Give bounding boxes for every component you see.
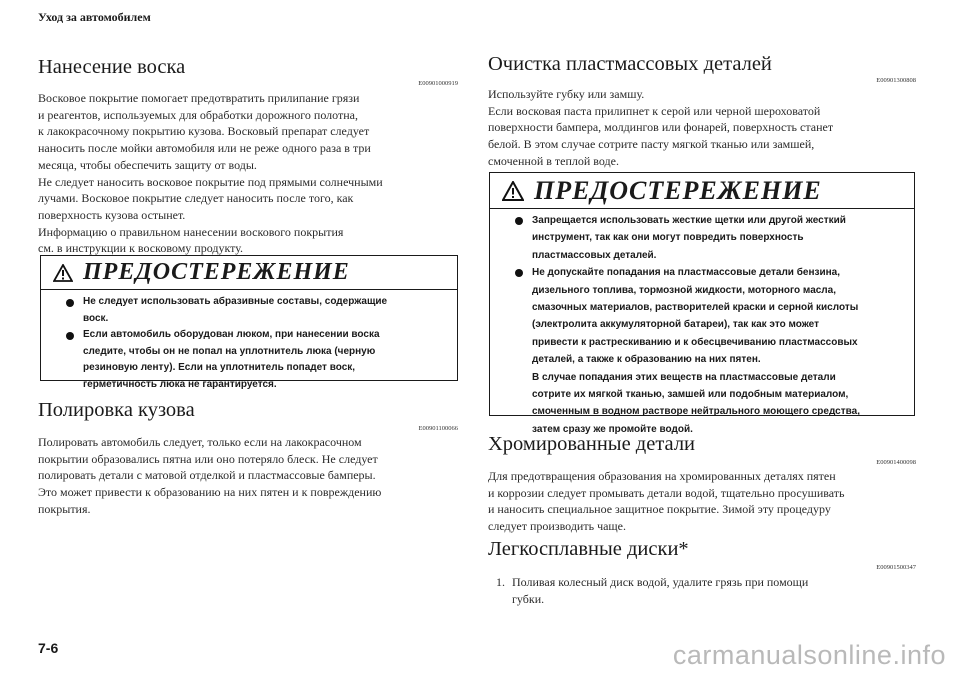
- warning-line: сотрите их мягкой тканью, замшей или подобным материалом,: [532, 389, 849, 401]
- warning-triangle-icon: [53, 264, 73, 282]
- wheels-title: Легкосплавные диски*: [488, 538, 689, 560]
- warning-line: затем сразу же промойте водой.: [532, 423, 693, 435]
- warning-header: [490, 173, 914, 209]
- polish-line: Это может привести к образованию на них пятен и к повреждению: [38, 485, 382, 500]
- wax-warning-box: [40, 255, 458, 390]
- watermark: carmanualsonline.info: [672, 640, 946, 670]
- warning-header: [41, 256, 457, 290]
- plastic-warning-box: [489, 172, 915, 435]
- wax-line: месяца, чтобы обеспечить защиту от воды.: [38, 157, 257, 172]
- chrome-line: и коррозии следует промывать детали водой, тщательно просушивать: [488, 485, 845, 500]
- step-number: 1.: [496, 575, 505, 589]
- wax-line: Информацию о правильном нанесении воскового покрытия: [38, 224, 344, 239]
- plastic-line: белой. В этом случае сотрите пасту мягкой тканью или замшей,: [488, 137, 815, 152]
- warning-line: Запрещается использовать жесткие щетки или другой жесткий: [532, 215, 846, 226]
- wheels-section: [488, 537, 916, 561]
- warning-item: [83, 294, 447, 327]
- warning-line: привести к растрескиванию и к обесцвечиванию пластмассовых: [532, 336, 858, 348]
- chrome-code: E00901400098: [876, 459, 916, 466]
- chrome-title: Хромированные детали: [488, 433, 696, 455]
- wax-line: лучами. Восковое покрытие следует наносить после того, как: [38, 191, 354, 206]
- step-text: [512, 574, 808, 607]
- wheels-code: E00901500347: [876, 564, 916, 571]
- page-number: 7-6: [38, 640, 59, 656]
- plastic-line: Используйте губку или замшу.: [488, 87, 645, 101]
- plastic-line: смоченной в теплой воде.: [488, 153, 619, 168]
- chrome-line: и наносить специальное защитное покрытие. Зимой эту процедуру: [488, 502, 831, 517]
- step-line: Поливая колесный диск водой, удалите грязь при помощи: [512, 575, 809, 589]
- polish-text: [38, 434, 470, 518]
- wax-line: Не следует наносить восковое покрытие под прямыми солнечными: [38, 174, 383, 189]
- warning-line: дизельного топлива, тормозной жидкости, моторного масла,: [532, 284, 837, 296]
- polish-title: Полировка кузова: [38, 399, 195, 421]
- wheels-step: [496, 574, 916, 607]
- polish-line: полировать детали с матовой отделкой и пластмассовые бамперы.: [38, 468, 376, 483]
- chrome-line: Для предотвращения образования на хромированных деталях пятен: [488, 469, 836, 483]
- warning-line: Не следует использовать абразивные составы, содержащие: [83, 296, 388, 307]
- polish-line: Полировать автомобиль следует, только если на лакокрасочном: [38, 435, 362, 449]
- warning-title: ПРЕДОСТЕРЕЖЕНИЕ: [534, 175, 822, 205]
- warning-line: смазочных материалов, растворителей краски и серной кислоты: [532, 302, 859, 314]
- warning-line: резиновую ленту). Если на уплотнитель попадет воск,: [83, 362, 356, 373]
- warning-line: следите, чтобы он не попал на уплотнитель люка (черную: [83, 345, 376, 357]
- wax-section: [38, 55, 470, 79]
- wax-code: E00901000919: [418, 80, 458, 87]
- warning-line: В случае попадания этих веществ на пластмассовые детали: [532, 371, 836, 383]
- polish-code: E00901100066: [418, 425, 458, 432]
- warning-item: [532, 212, 904, 264]
- chrome-text: [488, 468, 916, 535]
- wax-line: поверхность кузова остынет.: [38, 207, 186, 222]
- warning-list: [490, 209, 914, 438]
- warning-line: Если автомобиль оборудован люком, при нанесении воска: [83, 329, 380, 340]
- warning-line: деталей, а также к образованию на них пятен.: [532, 354, 761, 366]
- wax-line: и реагентов, используемых для обработки дорожного полотна,: [38, 107, 358, 122]
- wax-title: Нанесение воска: [38, 56, 186, 78]
- warning-line: Не допускайте попадания на пластмассовые детали бензина,: [532, 267, 841, 279]
- warning-triangle-icon: [502, 181, 524, 201]
- warning-line: пластмассовых деталей.: [532, 249, 657, 261]
- warning-line: воск.: [83, 312, 109, 324]
- wax-text: [38, 90, 470, 257]
- warning-line: (электролита аккумуляторной батареи), так как это может: [532, 319, 819, 331]
- plastic-code: E00901300808: [876, 77, 916, 84]
- polish-line: покрытия.: [38, 501, 91, 516]
- plastic-section: [488, 52, 916, 76]
- chrome-line: следует производить чаще.: [488, 519, 626, 534]
- warning-list: [41, 290, 457, 393]
- wax-line: к лакокрасочному покрытию кузова. Восковый препарат следует: [38, 124, 370, 139]
- warning-line: инструмент, так как они могут повредить поверхность: [532, 232, 804, 244]
- wax-line: наносить после мойки автомобиля или не реже одного раза в три: [38, 141, 371, 156]
- plastic-title: Очистка пластмассовых деталей: [488, 53, 772, 75]
- polish-section: [38, 398, 470, 422]
- warning-item: [532, 264, 904, 438]
- warning-title: ПРЕДОСТЕРЕЖЕНИЕ: [83, 259, 350, 285]
- warning-item: [83, 327, 447, 393]
- step-line: губки.: [512, 591, 545, 606]
- running-title: Уход за автомобилем: [38, 10, 151, 24]
- warning-line: смоченным в водном растворе нейтрального моющего средства,: [532, 406, 860, 418]
- warning-line: герметичность люка не гарантируется.: [83, 378, 277, 390]
- wax-line: Восковое покрытие помогает предотвратить прилипание грязи: [38, 91, 360, 105]
- plastic-text: [488, 86, 916, 170]
- plastic-line: поверхности бампера, молдингов или фонарей, поверхность станет: [488, 120, 834, 135]
- plastic-line: Если восковая паста прилипнет к серой или черной шероховатой: [488, 103, 821, 118]
- polish-line: покрытии образовались пятна или оно потеряло блеск. Не следует: [38, 451, 378, 466]
- wax-line: см. в инструкции к восковому продукту.: [38, 241, 244, 256]
